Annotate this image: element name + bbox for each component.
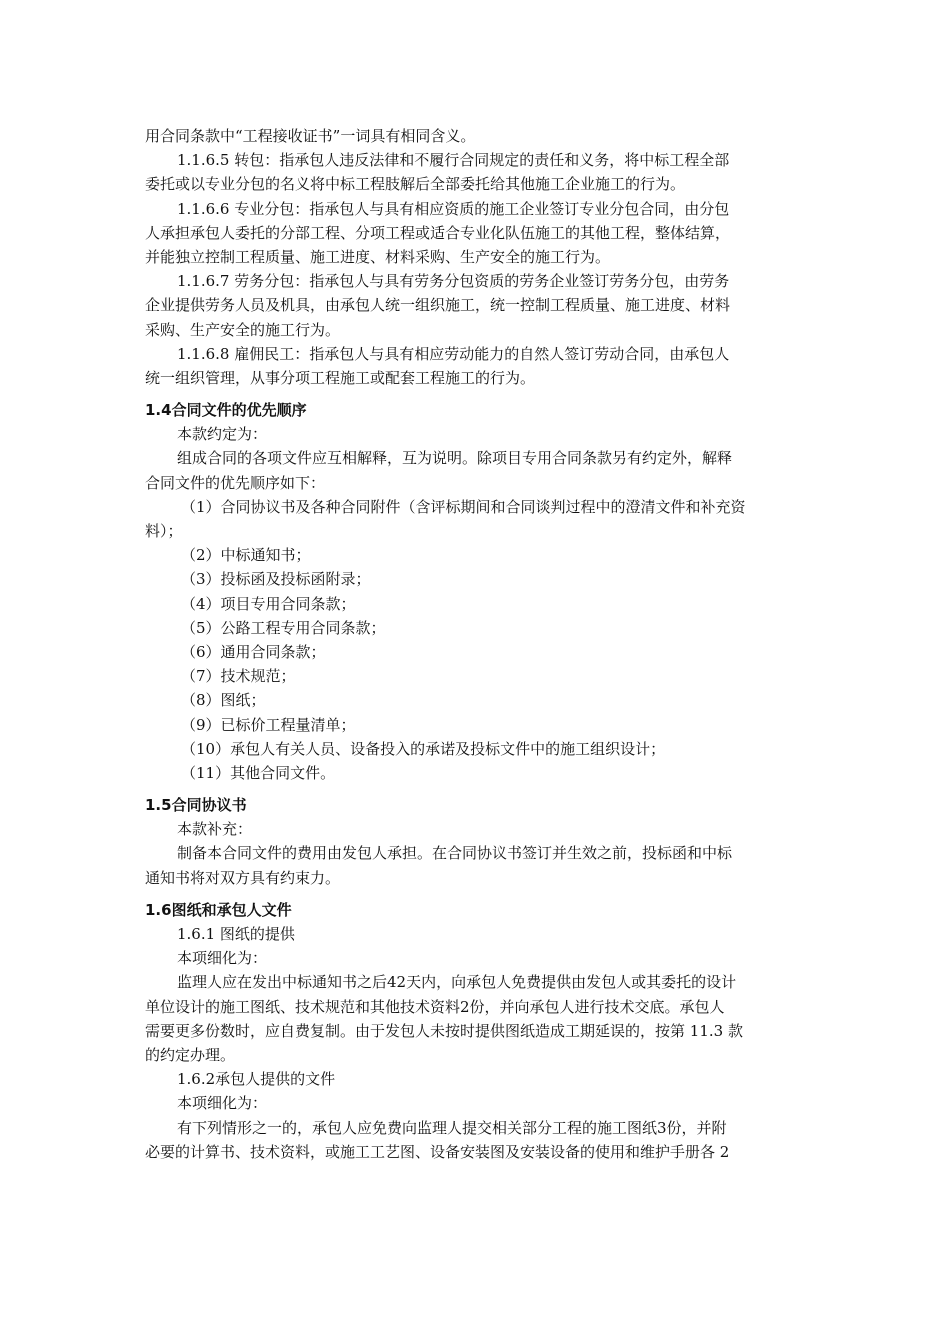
text-line: 1.1.6.7 劳务分包：指承包人与具有劳务分包资质的劳务企业签订劳务分包，由劳务 bbox=[177, 272, 730, 291]
text-line: 本款补充： bbox=[177, 820, 253, 839]
text-line: 的约定办理。 bbox=[145, 1045, 236, 1064]
text-line: 1.1.6.6 专业分包：指承包人与具有相应资质的施工企业签订专业分包合同，由分包 bbox=[177, 199, 730, 218]
clause-1-1-6-8 bbox=[145, 342, 807, 390]
text-line: 制备本合同文件的费用由发包人承担。在合同协议书签订并生效之前，投标函和中标 bbox=[177, 844, 733, 863]
section-heading: 1.6图纸和承包人文件 bbox=[145, 900, 292, 919]
list-item: （1）合同协议书及各种合同附件（含评标期间和合同谈判过程中的澄清文件和补充资 bbox=[181, 497, 746, 516]
text-line: 必要的计算书、技术资料，或施工工艺图、设备安装图及安装设备的使用和维护手册各 2 bbox=[145, 1142, 730, 1161]
section-1-5 bbox=[145, 793, 807, 890]
text-line: 料）； bbox=[145, 522, 183, 540]
text-line: 并能独立控制工程质量、施工进度、材料采购、生产安全的施工行为。 bbox=[145, 247, 611, 266]
list-item: （3）投标函及投标函附录； bbox=[181, 570, 371, 589]
clause-1-1-6-7 bbox=[145, 269, 807, 342]
text-line: 1.1.6.8 雇佣民工：指承包人与具有相应劳动能力的自然人签订劳动合同，由承包人 bbox=[177, 344, 730, 363]
clause-1-1-6-5 bbox=[145, 148, 807, 196]
text-line: 组成合同的各项文件应互相解释，互为说明。除项目专用合同条款另有约定外，解释 bbox=[177, 449, 733, 468]
list-item: （9）已标价工程量清单； bbox=[181, 715, 356, 734]
text-line: 本项细化为： bbox=[177, 1094, 268, 1113]
text-line: 委托或以专业分包的名义将中标工程肢解后全部委托给其他施工企业施工的行为。 bbox=[145, 175, 686, 194]
text-line: 用合同条款中“工程接收证书”一词具有相同含义。 bbox=[145, 127, 476, 145]
section-1-4 bbox=[145, 398, 807, 785]
section-heading: 1.4合同文件的优先顺序 bbox=[145, 401, 307, 420]
text-line: 监理人应在发出中标通知书之后42天内，向承包人免费提供由发包人或其委托的设计 bbox=[177, 973, 737, 992]
list-item: （5）公路工程专用合同条款； bbox=[181, 618, 386, 637]
subsection-title: 1.6.2承包人提供的文件 bbox=[177, 1070, 336, 1089]
list-item: （7）技术规范； bbox=[181, 667, 296, 686]
text-line: 企业提供劳务人员及机具，由承包人统一组织施工，统一控制工程质量、施工进度、材料 bbox=[145, 296, 731, 315]
section-1-6 bbox=[145, 898, 807, 1164]
list-item: （2）中标通知书； bbox=[181, 546, 311, 565]
subsection-title: 1.6.1 图纸的提供 bbox=[177, 925, 295, 943]
list-item: （8）图纸； bbox=[181, 691, 266, 710]
clause-1-1-6-6 bbox=[145, 197, 807, 270]
text-line: 1.1.6.5 转包：指承包人违反法律和不履行合同规定的责任和义务，将中标工程全部 bbox=[177, 151, 730, 170]
list-item: （10）承包人有关人员、设备投入的承诺及投标文件中的施工组织设计； bbox=[181, 739, 666, 758]
text-line: 通知书将对双方具有约束力。 bbox=[145, 868, 341, 887]
text-line: 本项细化为： bbox=[177, 949, 268, 968]
section-heading: 1.5合同协议书 bbox=[145, 796, 247, 815]
text-line: 合同文件的优先顺序如下： bbox=[145, 473, 326, 492]
list-item: （4）项目专用合同条款； bbox=[181, 594, 356, 613]
text-line: 需要更多份数时，应自费复制。由于发包人未按时提供图纸造成工期延误的，按第 11.3 款 bbox=[145, 1021, 743, 1040]
text-line: 单位设计的施工图纸、技术规范和其他技术资料2份，并向承包人进行技术交底。承包人 bbox=[145, 997, 725, 1016]
document-page bbox=[145, 124, 807, 1164]
text-line: 有下列情形之一的，承包人应免费向监理人提交相关部分工程的施工图纸3份，并附 bbox=[177, 1118, 727, 1137]
list-item: （6）通用合同条款； bbox=[181, 642, 326, 661]
text-line: 本款约定为： bbox=[177, 425, 268, 444]
intro-paragraph bbox=[145, 124, 807, 148]
text-line: 人承担承包人委托的分部工程、分项工程或适合专业化队伍施工的其他工程，整体结算， bbox=[145, 223, 731, 242]
list-item: （11）其他合同文件。 bbox=[181, 763, 336, 782]
text-line: 采购、生产安全的施工行为。 bbox=[145, 320, 341, 339]
text-line: 统一组织管理，从事分项工程施工或配套工程施工的行为。 bbox=[145, 368, 536, 387]
